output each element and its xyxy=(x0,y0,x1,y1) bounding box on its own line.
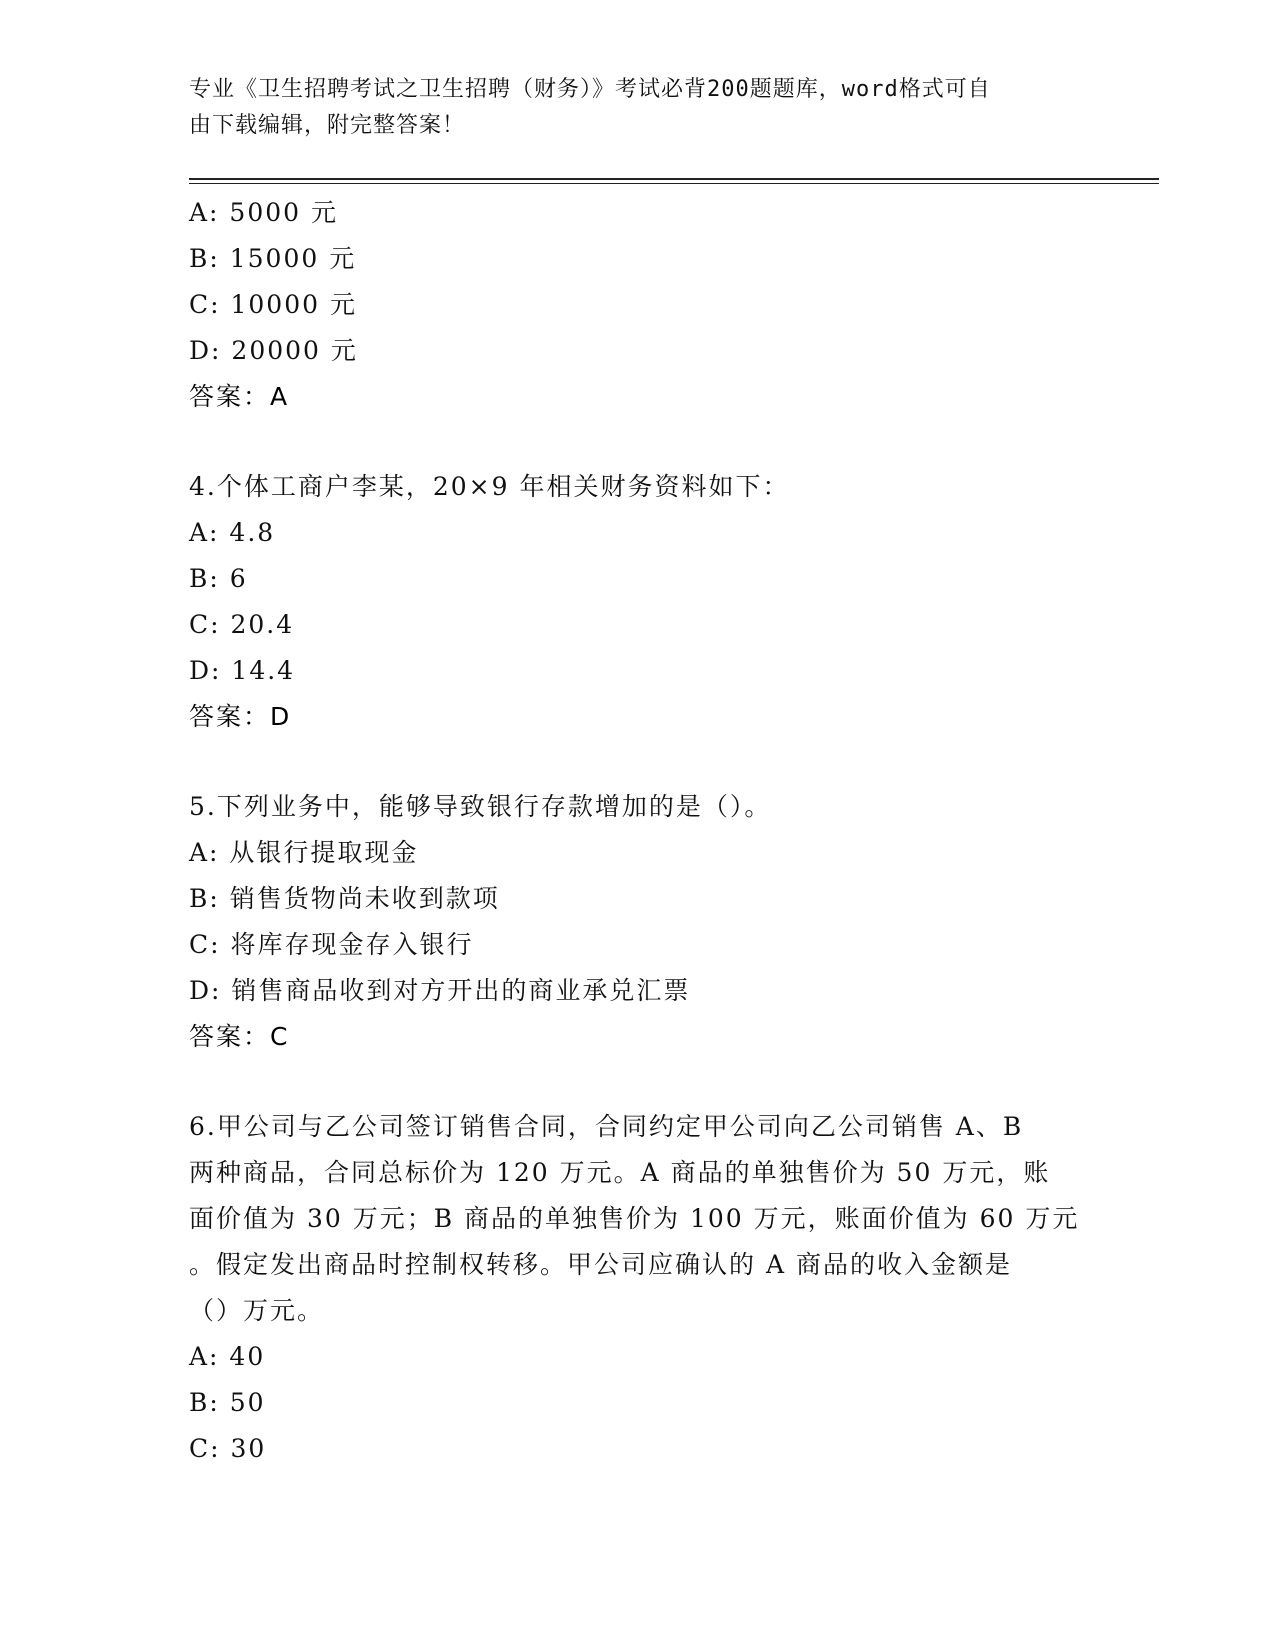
option-b: B: 销售货物尚未收到款项 xyxy=(189,884,500,913)
spacer xyxy=(189,740,1089,784)
header-divider-thin xyxy=(189,183,1159,184)
option-a: A: 5000 元 xyxy=(189,198,338,227)
option-d: D: 销售商品收到对方开出的商业承兑汇票 xyxy=(189,976,691,1005)
header-line-1: 专业《卫生招聘考试之卫生招聘（财务）》考试必背200题题库，word格式可自 xyxy=(189,77,991,102)
header-divider-thick xyxy=(189,178,1159,180)
option-c: C: 10000 元 xyxy=(189,290,357,319)
option-a: A: 40 xyxy=(189,1342,266,1371)
question-text: 5.下列业务中，能够导致银行存款增加的是（）。 xyxy=(189,792,772,821)
option-d: D: 20000 元 xyxy=(189,336,358,365)
question-6 xyxy=(189,1104,1089,1472)
question-text-line-2: 两种商品，合同总标价为 120 万元。A 商品的单独售价为 50 万元，账 xyxy=(189,1158,1051,1187)
answer-line: 答案：C xyxy=(189,1022,290,1051)
question-text: 4.个体工商户李某，20×9 年相关财务资料如下： xyxy=(189,472,790,501)
question-3 xyxy=(189,190,1089,420)
option-b: B: 50 xyxy=(189,1388,266,1417)
answer-line: 答案：D xyxy=(189,702,292,731)
question-text-line-1: 6.甲公司与乙公司签订销售合同，合同约定甲公司向乙公司销售 A、B xyxy=(189,1112,1024,1141)
question-5 xyxy=(189,784,1089,1060)
option-a: A: 从银行提取现金 xyxy=(189,838,419,867)
document-header xyxy=(189,72,1089,144)
option-c: C: 20.4 xyxy=(189,610,295,639)
option-b: B: 6 xyxy=(189,564,248,593)
spacer xyxy=(189,420,1089,464)
option-c: C: 将库存现金存入银行 xyxy=(189,930,474,959)
option-b: B: 15000 元 xyxy=(189,244,357,273)
spacer xyxy=(189,1060,1089,1104)
option-c: C: 30 xyxy=(189,1434,267,1463)
option-d: D: 14.4 xyxy=(189,656,296,685)
header-line-2: 由下载编辑，附完整答案！ xyxy=(189,113,466,138)
option-a: A: 4.8 xyxy=(189,518,276,547)
question-text-line-3: 面价值为 30 万元；B 商品的单独售价为 100 万元，账面价值为 60 万元 xyxy=(189,1204,1080,1233)
question-4 xyxy=(189,464,1089,740)
question-text-line-5: （）万元。 xyxy=(189,1296,325,1325)
answer-line: 答案：A xyxy=(189,382,290,411)
question-text-line-4: 。假定发出商品时控制权转移。甲公司应确认的 A 商品的收入金额是 xyxy=(189,1250,1012,1279)
question-list xyxy=(189,190,1089,1472)
